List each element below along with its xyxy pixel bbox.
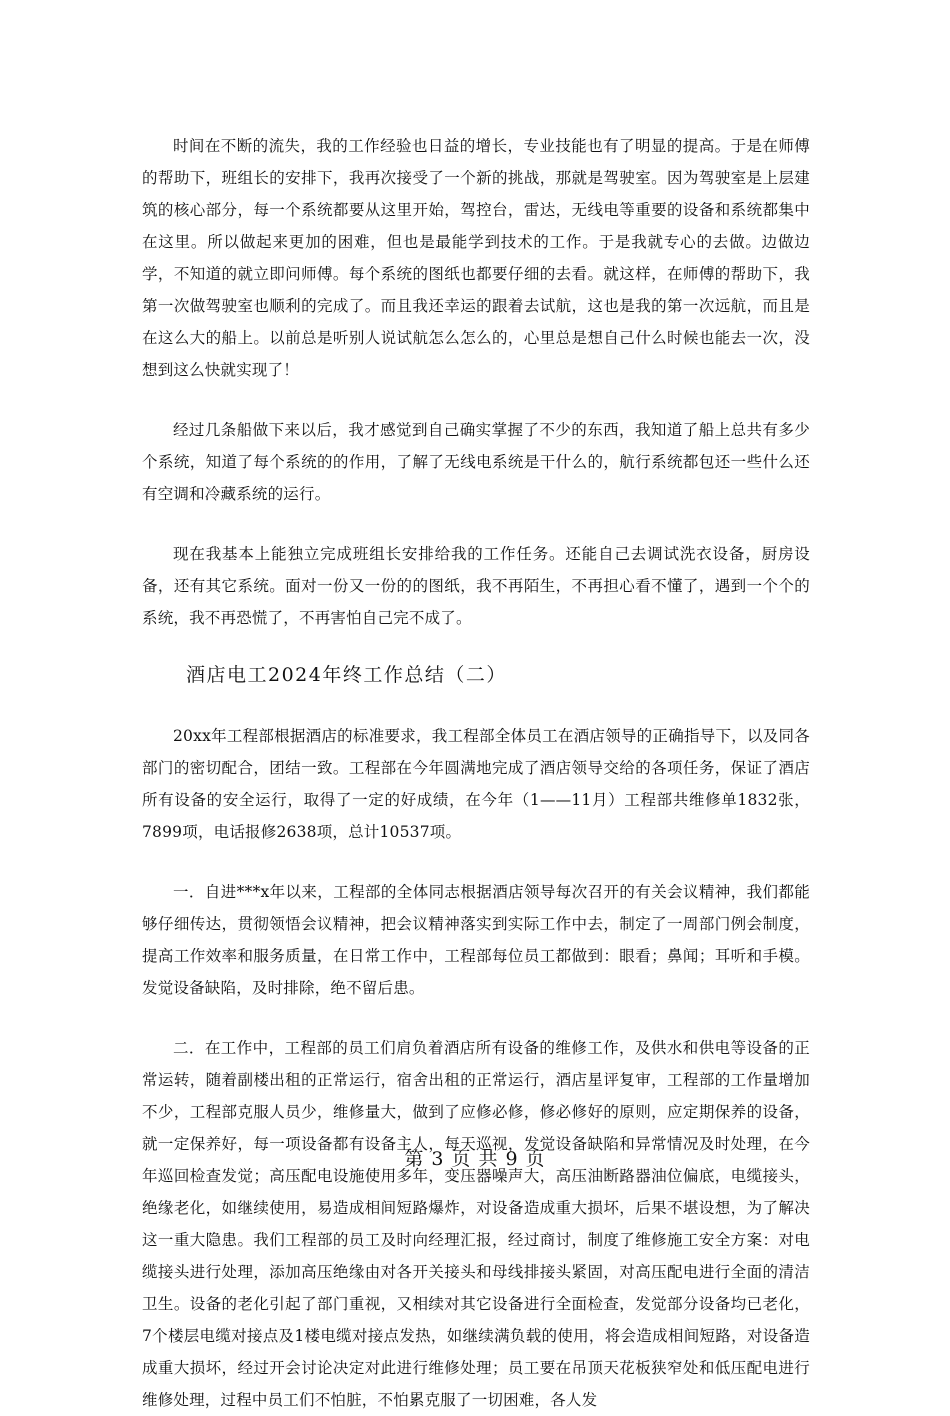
paragraph-maintenance-work: 二．在工作中，工程部的员工们肩负着酒店所有设备的维修工作，及供水和供电等设备的正常运转，随着副楼出租的正常运行，宿舍出租的正常运行，酒店星评复审，工程部的工作量增加不少，工程部克服人员少，维修量大，做到了应修必修，修必修好的原则，应定期保养的设备，就一定保养好，每一项设备都有设备主人，每天巡视，发觉设备缺陷和异常情况及时处理，在今年巡回检查发觉；高压配电设施使用多年，变压器噪声大，高压油断路器油位偏底，电缆接头，绝缘老化，如继续使用，易造成相间短路爆炸，对设备造成重大损坏，后果不堪设想，为了解决这一重大隐患。我们工程部的员工及时向经理汇报，经过商讨，制度了维修施工安全方案：对电缆接头进行处理，添加高压绝缘由对各开关接头和母线排接头紧固，对高压配电进行全面的清洁卫生。设备的老化引起了部门重视，又相续对其它设备进行全面检查，发觉部分设备均已老化，7个楼层电缆对接点及1楼电缆对接点发热，如继续满负载的使用，将会造成相间短路，对设备造成重大损坏，经过开会讨论决定对此进行维修处理；员工要在吊顶天花板狭窄处和低压配电进行维修处理，过程中员工们不怕脏，不怕累克服了一切困难，各人发 <box>142 1039 810 1409</box>
page-number-footer: 第 3 页 共 9 页 <box>404 1148 546 1170</box>
paragraph-spacer <box>142 848 810 876</box>
paragraph-spacer <box>142 510 810 538</box>
document-body <box>142 130 810 1416</box>
paragraph-independent-work: 现在我基本上能独立完成班组长安排给我的工作任务。还能自己去调试洗衣设备，厨房设备，还有其它系统。面对一份又一份的的图纸，我不再陌生，不再担心看不懂了，遇到一个个的系统，我不再恐慌了，不再害怕自己完不成了。 <box>142 545 810 627</box>
paragraph-driving-room: 时间在不断的流失，我的工作经验也日益的增长，专业技能也有了明显的提高。于是在师傅的帮助下，班组长的安排下，我再次接受了一个新的挑战，那就是驾驶室。因为驾驶室是上层建筑的核心部分，每一个系统都要从这里开始，驾控台，雷达，无线电等重要的设备和系统都集中在这里。所以做起来更加的困难，但也是最能学到技术的工作。于是我就专心的去做。边做边学，不知道的就立即问师傅。每个系统的图纸也都要仔细的去看。就这样，在师傅的帮助下，我第一次做驾驶室也顺利的完成了。而且我还幸运的跟着去试航，这也是我的第一次远航，而且是在这么大的船上。以前总是听别人说试航怎么怎么的，心里总是想自己什么时候也能去一次，没想到这么快就实现了！ <box>142 137 810 379</box>
section-title: 酒店电工2024年终工作总结（二） <box>186 664 507 686</box>
paragraph-meeting-spirit: 一．自进***x年以来，工程部的全体同志根据酒店领导每次召开的有关会议精神，我们都能够仔细传达，贯彻领悟会议精神，把会议精神落实到实际工作中去，制定了一周部门例会制度，提高工作效率和服务质量，在日常工作中，工程部每位员工都做到：眼看；鼻闻；耳听和手模。发觉设备缺陷，及时排除，绝不留后患。 <box>142 883 810 997</box>
paragraph-annual-summary: 20xx年工程部根据酒店的标准要求，我工程部全体员工在酒店领导的正确指导下，以及同各部门的密切配合，团结一致。工程部在今年圆满地完成了酒店领导交给的各项任务，保证了酒店所有设备的安全运行，取得了一定的好成绩，在今年（1——11月）工程部共维修单1832张，7899项，电话报修2638项，总计10537项。 <box>142 727 810 841</box>
paragraph-systems-learned: 经过几条船做下来以后，我才感觉到自己确实掌握了不少的东西，我知道了船上总共有多少个系统，知道了每个系统的的作用，了解了无线电系统是干什么的，航行系统都包还一些什么还有空调和冷藏系统的运行。 <box>142 421 810 503</box>
paragraph-spacer <box>142 386 810 414</box>
paragraph-spacer <box>142 1004 810 1032</box>
